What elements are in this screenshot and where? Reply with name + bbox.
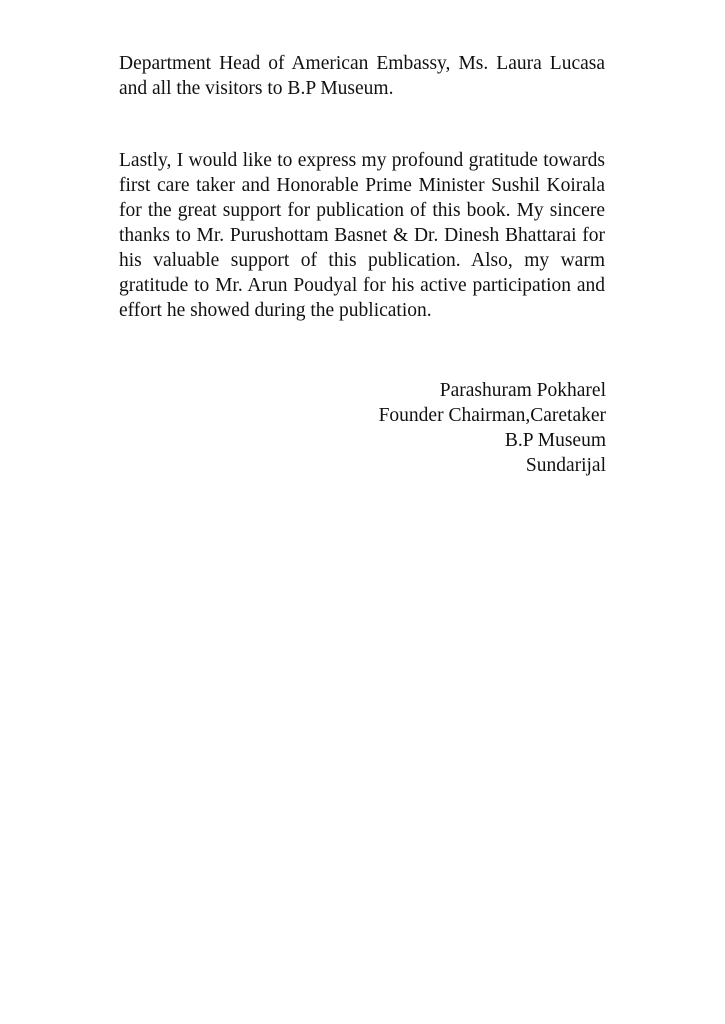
signature-title: Founder Chairman,Caretaker [378, 405, 606, 426]
signature-block [379, 378, 606, 478]
signature-name: Parashuram Pokharel [439, 380, 606, 401]
paragraph-visitors: Department Head of American Embassy, Ms. Laura Lucasa and all the visitors to B.P Museum. [119, 53, 605, 99]
signature-organization: B.P Museum [504, 430, 606, 451]
paragraph-gratitude: Lastly, I would like to express my profound gratitude towards first care taker and Honorable Prime Minister Sushil Koirala for the great support for publication of this book. My sincere thanks to Mr. Purushottam Basnet & Dr. Dinesh Bhattarai for his valuable support of this publication. Also, my warm gratitude to Mr. Arun Poudyal for his active participation and effort he showed during the publication. [119, 150, 605, 321]
signature-location: Sundarijal [525, 455, 606, 476]
